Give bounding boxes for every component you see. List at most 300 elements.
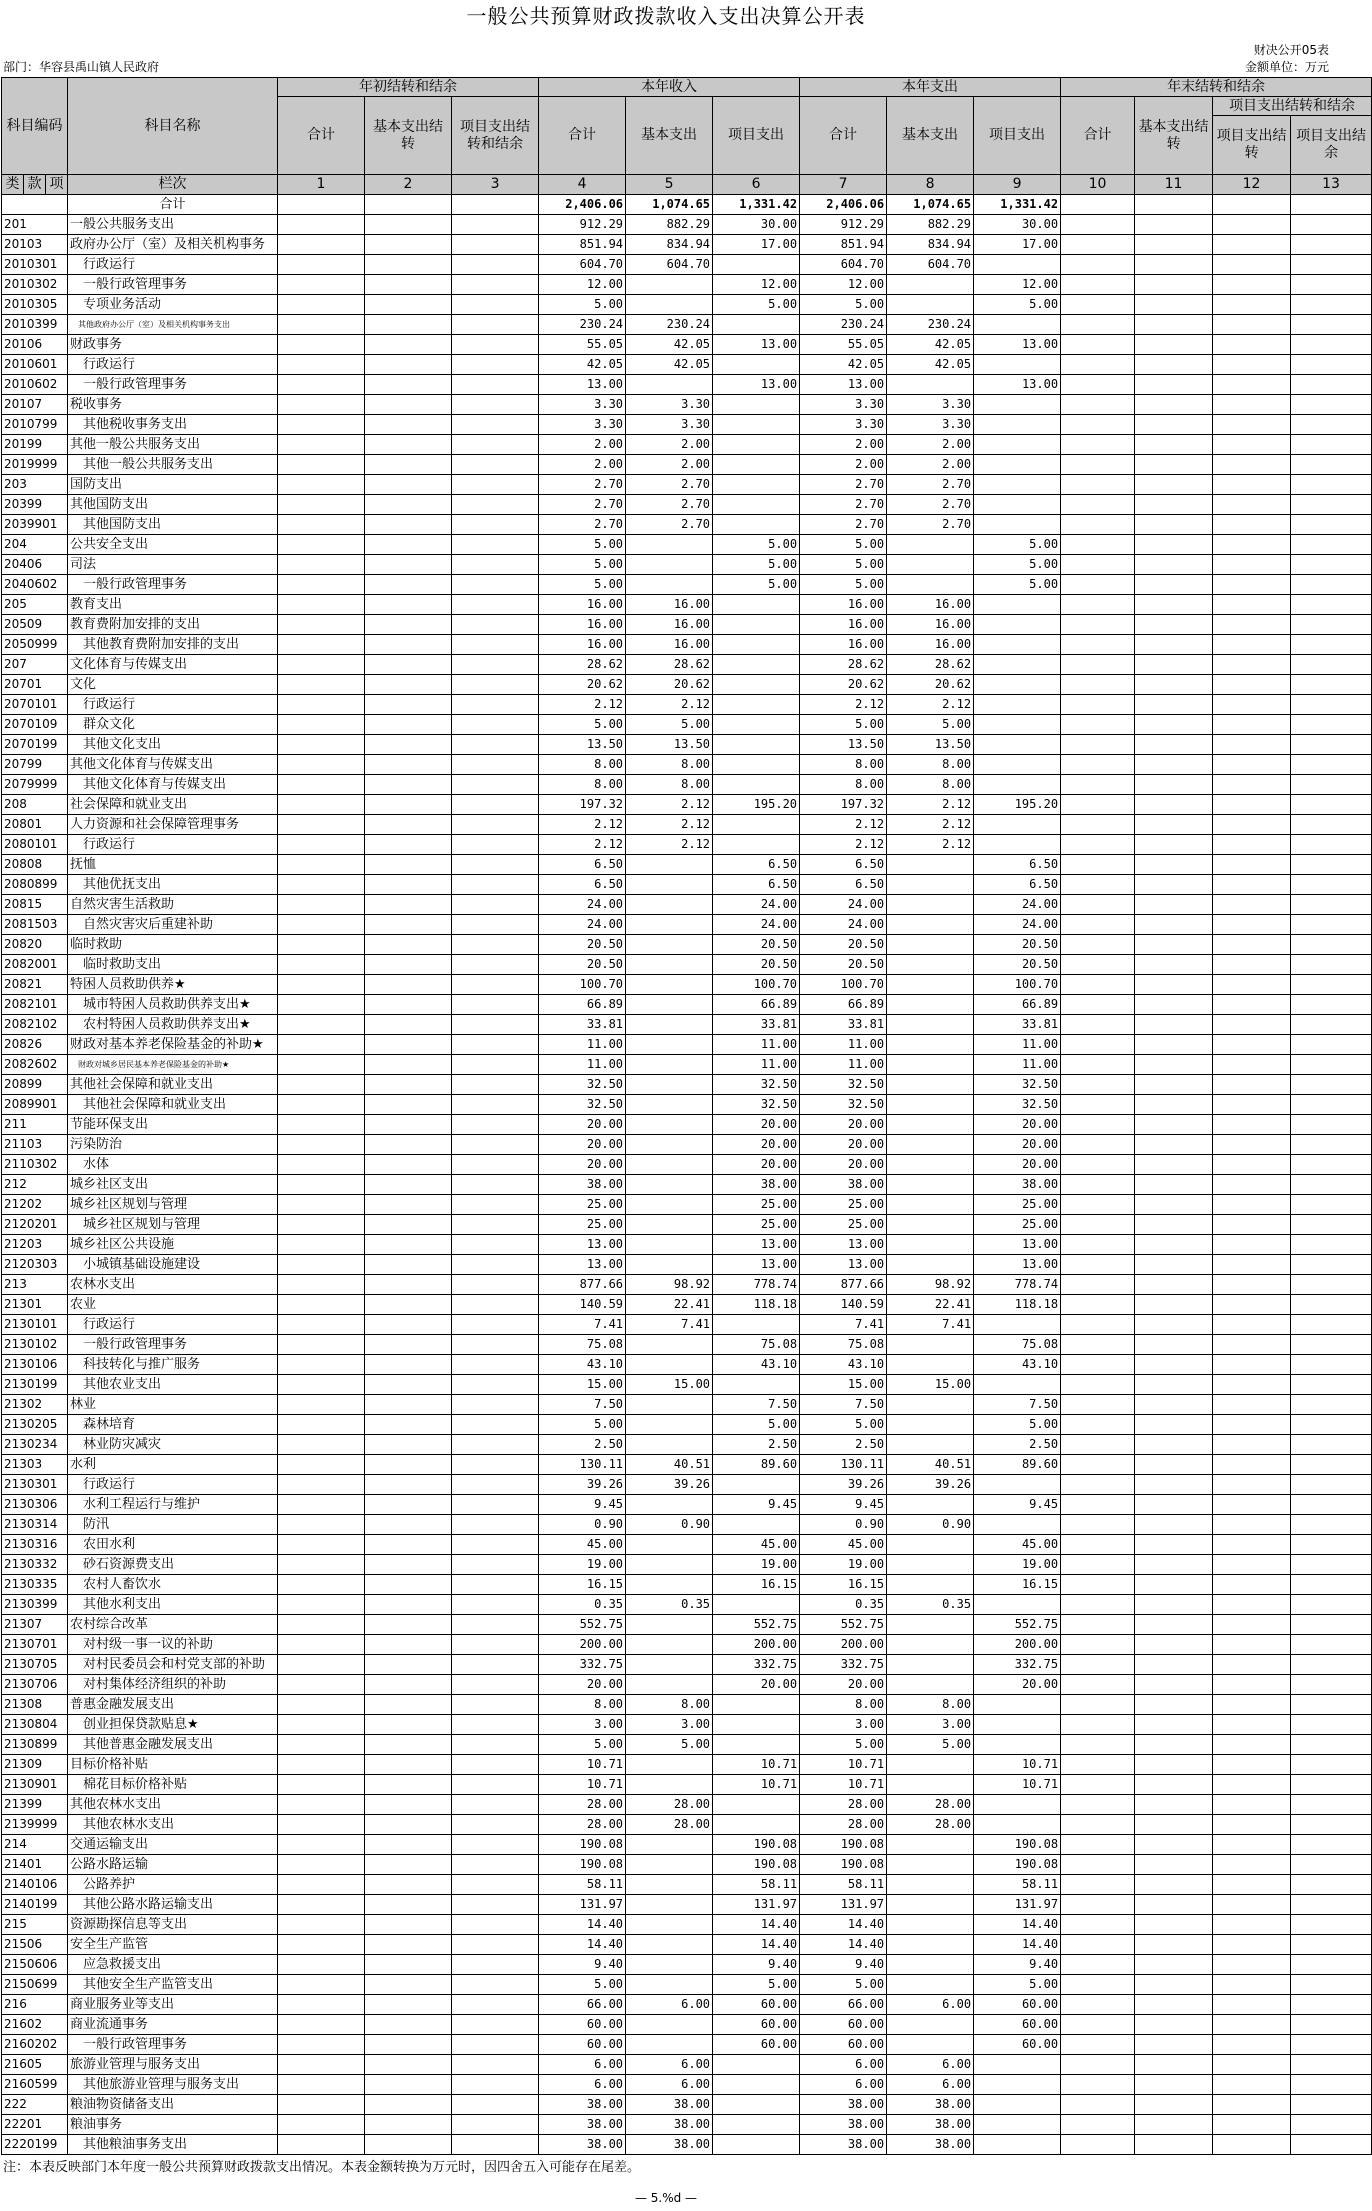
amount-c8 <box>887 895 974 915</box>
amount-c8 <box>887 1155 974 1175</box>
end-balance-cell <box>1061 1055 1135 1075</box>
total-income-total: 2,406.06 <box>539 195 626 215</box>
amount-c4: 3.30 <box>539 415 626 435</box>
amount-c9: 19.00 <box>974 1555 1061 1575</box>
begin-balance-cell <box>452 1695 539 1715</box>
end-balance-cell <box>1291 2055 1372 2075</box>
end-balance-cell <box>1135 1775 1213 1795</box>
amount-c8: 2.12 <box>887 815 974 835</box>
amount-c9 <box>974 1695 1061 1715</box>
subject-code: 2140199 <box>2 1895 68 1915</box>
amount-c5 <box>626 1535 713 1555</box>
amount-c5: 42.05 <box>626 335 713 355</box>
table-row <box>2 1615 1372 1635</box>
table-row <box>2 335 1372 355</box>
begin-balance-cell <box>452 655 539 675</box>
subject-name: 其他一般公共服务支出 <box>68 455 278 475</box>
amount-c8 <box>887 1895 974 1915</box>
end-balance-cell <box>1135 1635 1213 1655</box>
end-balance-cell <box>1213 1775 1291 1795</box>
end-balance-cell <box>1135 415 1213 435</box>
amount-c9 <box>974 715 1061 735</box>
end-balance-cell <box>1135 1135 1213 1155</box>
subject-name: 行政运行 <box>68 1315 278 1335</box>
subject-name: 水体 <box>68 1155 278 1175</box>
end-balance-cell <box>1061 215 1135 235</box>
begin-balance-cell <box>365 915 452 935</box>
begin-balance-cell <box>278 1455 365 1475</box>
subject-code: 20103 <box>2 235 68 255</box>
begin-balance-cell <box>278 2115 365 2135</box>
begin-balance-cell <box>452 395 539 415</box>
amount-c9 <box>974 695 1061 715</box>
subject-code: 2040602 <box>2 575 68 595</box>
subject-code: 215 <box>2 1915 68 1935</box>
end-balance-cell <box>1061 975 1135 995</box>
end-balance-cell <box>1213 1255 1291 1275</box>
subject-code: 2130804 <box>2 1715 68 1735</box>
begin-balance-cell <box>278 1955 365 1975</box>
begin-balance-cell <box>365 1975 452 1995</box>
end-balance-cell <box>1135 455 1213 475</box>
amount-c9: 20.00 <box>974 1115 1061 1135</box>
subject-name: 政府办公厅（室）及相关机构事务 <box>68 235 278 255</box>
begin-balance-cell <box>278 1555 365 1575</box>
subject-code: 20820 <box>2 935 68 955</box>
end-balance-cell <box>1061 835 1135 855</box>
table-row <box>2 735 1372 755</box>
begin-balance-cell <box>278 1855 365 1875</box>
end-balance-cell <box>1213 1395 1291 1415</box>
begin-balance-cell <box>278 1075 365 1095</box>
amount-c5 <box>626 2035 713 2055</box>
end-balance-cell <box>1213 1955 1291 1975</box>
end-balance-cell <box>1061 1595 1135 1615</box>
amount-c5 <box>626 1755 713 1775</box>
amount-c9 <box>974 1815 1061 1835</box>
begin-balance-cell <box>452 1435 539 1455</box>
end-balance-cell <box>1213 1715 1291 1735</box>
amount-c7: 912.29 <box>800 215 887 235</box>
total-expense-project: 1,331.42 <box>974 195 1061 215</box>
begin-balance-cell <box>278 1975 365 1995</box>
amount-c7: 332.75 <box>800 1655 887 1675</box>
subject-name: 安全生产监管 <box>68 1935 278 1955</box>
end-balance-cell <box>1135 1815 1213 1835</box>
amount-c4: 32.50 <box>539 1075 626 1095</box>
amount-c4: 604.70 <box>539 255 626 275</box>
end-balance-cell <box>1291 1215 1372 1235</box>
table-row <box>2 1915 1372 1935</box>
amount-c7: 8.00 <box>800 755 887 775</box>
amount-c6: 25.00 <box>713 1215 800 1235</box>
end-balance-cell <box>1135 1175 1213 1195</box>
subject-name: 其他社会保障和就业支出 <box>68 1095 278 1115</box>
end-balance-cell <box>1061 2135 1135 2155</box>
table-row <box>2 1735 1372 1755</box>
amount-c6 <box>713 2135 800 2155</box>
end-balance-cell <box>1135 1515 1213 1535</box>
amount-c5: 22.41 <box>626 1295 713 1315</box>
amount-c5 <box>626 975 713 995</box>
table-row <box>2 215 1372 235</box>
amount-c5 <box>626 1875 713 1895</box>
amount-c4: 2.50 <box>539 1435 626 1455</box>
amount-c6: 58.11 <box>713 1875 800 1895</box>
amount-c8 <box>887 1635 974 1655</box>
end-balance-cell <box>1213 2055 1291 2075</box>
amount-c7: 38.00 <box>800 2115 887 2135</box>
amount-c7: 25.00 <box>800 1215 887 1235</box>
end-balance-cell <box>1213 675 1291 695</box>
begin-balance-cell <box>365 1355 452 1375</box>
end-balance-cell <box>1061 775 1135 795</box>
begin-balance-cell <box>278 1695 365 1715</box>
begin-balance-cell <box>278 2035 365 2055</box>
expense-project-header: 项目支出 <box>974 97 1061 175</box>
end-balance-cell <box>1213 1435 1291 1455</box>
end-balance-cell <box>1213 1275 1291 1295</box>
amount-c7: 24.00 <box>800 915 887 935</box>
begin-balance-cell <box>452 1595 539 1615</box>
begin-balance-cell <box>365 655 452 675</box>
begin-balance-cell <box>452 1895 539 1915</box>
amount-c8 <box>887 1415 974 1435</box>
subject-name: 其他农业支出 <box>68 1375 278 1395</box>
subject-name: 小城镇基础设施建设 <box>68 1255 278 1275</box>
amount-c8 <box>887 1495 974 1515</box>
amount-c6: 11.00 <box>713 1055 800 1075</box>
begin-balance-cell <box>278 355 365 375</box>
begin-balance-cell <box>365 595 452 615</box>
amount-c4: 190.08 <box>539 1855 626 1875</box>
amount-c4: 60.00 <box>539 2015 626 2035</box>
amount-c9: 14.40 <box>974 1915 1061 1935</box>
end-balance-cell <box>1135 555 1213 575</box>
begin-balance-cell <box>278 1175 365 1195</box>
subject-name: 城乡社区支出 <box>68 1175 278 1195</box>
amount-c8: 98.92 <box>887 1275 974 1295</box>
begin-balance-cell <box>452 415 539 435</box>
end-balance-cell <box>1135 675 1213 695</box>
begin-balance-cell <box>452 435 539 455</box>
amount-c6: 195.20 <box>713 795 800 815</box>
end-balance-cell <box>1291 1695 1372 1715</box>
end-balance-cell <box>1291 1895 1372 1915</box>
amount-c9: 33.81 <box>974 1015 1061 1035</box>
subject-name: 创业担保贷款贴息★ <box>68 1715 278 1735</box>
begin-balance-cell <box>278 315 365 335</box>
subject-code: 2150699 <box>2 1975 68 1995</box>
begin-balance-cell <box>452 555 539 575</box>
amount-c9 <box>974 1315 1061 1335</box>
end-balance-cell <box>1291 1555 1372 1575</box>
end-balance-cell <box>1213 635 1291 655</box>
amount-c4: 8.00 <box>539 755 626 775</box>
amount-c8 <box>887 1975 974 1995</box>
amount-c6: 45.00 <box>713 1535 800 1555</box>
amount-c5: 20.62 <box>626 675 713 695</box>
amount-c5 <box>626 895 713 915</box>
amount-c5: 8.00 <box>626 1695 713 1715</box>
amount-c7: 2.70 <box>800 515 887 535</box>
amount-c8: 38.00 <box>887 2135 974 2155</box>
begin-balance-cell <box>278 1015 365 1035</box>
begin-balance-cell <box>452 1555 539 1575</box>
end-balance-cell <box>1135 215 1213 235</box>
end-balance-cell <box>1213 775 1291 795</box>
amount-c4: 5.00 <box>539 715 626 735</box>
begin-balance-cell <box>278 1495 365 1515</box>
amount-c9: 20.00 <box>974 1675 1061 1695</box>
subject-code: 2010399 <box>2 315 68 335</box>
begin-balance-cell <box>452 775 539 795</box>
table-row <box>2 1575 1372 1595</box>
begin-balance-cell <box>452 975 539 995</box>
amount-c7: 15.00 <box>800 1375 887 1395</box>
end-balance-cell <box>1291 655 1372 675</box>
amount-c7: 12.00 <box>800 275 887 295</box>
amount-c8 <box>887 2035 974 2055</box>
end-balance-cell <box>1291 1755 1372 1775</box>
amount-c6: 13.00 <box>713 1235 800 1255</box>
end-balance-cell <box>1061 2015 1135 2035</box>
amount-c4: 5.00 <box>539 1415 626 1435</box>
end-balance-cell <box>1213 335 1291 355</box>
amount-c6 <box>713 1375 800 1395</box>
amount-c7: 55.05 <box>800 335 887 355</box>
col-num-2: 2 <box>365 175 452 195</box>
table-row <box>2 415 1372 435</box>
amount-c4: 66.00 <box>539 1995 626 2015</box>
begin-balance-cell <box>452 1755 539 1775</box>
begin-balance-cell <box>278 1595 365 1615</box>
begin-balance-cell <box>278 775 365 795</box>
amount-c9 <box>974 655 1061 675</box>
end-balance-cell <box>1213 735 1291 755</box>
amount-c8 <box>887 875 974 895</box>
end-balance-cell <box>1291 1855 1372 1875</box>
end-balance-cell <box>1135 1715 1213 1735</box>
end-balance-cell <box>1061 335 1135 355</box>
amount-c6: 20.00 <box>713 1675 800 1695</box>
amount-c8 <box>887 1075 974 1095</box>
table-row <box>2 2035 1372 2055</box>
end-balance-cell <box>1061 955 1135 975</box>
amount-c5 <box>626 1495 713 1515</box>
end-balance-cell <box>1061 755 1135 775</box>
amount-c7: 6.00 <box>800 2055 887 2075</box>
amount-c4: 42.05 <box>539 355 626 375</box>
amount-c7: 0.35 <box>800 1595 887 1615</box>
end-balance-cell <box>1291 455 1372 475</box>
amount-c9: 5.00 <box>974 555 1061 575</box>
amount-c9: 552.75 <box>974 1615 1061 1635</box>
end-balance-cell <box>1291 1935 1372 1955</box>
end-balance-cell <box>1061 1275 1135 1295</box>
amount-c8: 22.41 <box>887 1295 974 1315</box>
end-balance-cell <box>1213 1935 1291 1955</box>
end-balance-cell <box>1061 415 1135 435</box>
amount-c7: 28.00 <box>800 1815 887 1835</box>
amount-c9 <box>974 775 1061 795</box>
amount-c6 <box>713 695 800 715</box>
end-balance-cell <box>1061 1175 1135 1195</box>
amount-c6: 13.00 <box>713 335 800 355</box>
amount-c6 <box>713 475 800 495</box>
end-balance-cell <box>1135 1215 1213 1235</box>
amount-c4: 38.00 <box>539 1175 626 1195</box>
amount-c4: 75.08 <box>539 1335 626 1355</box>
end-balance-cell <box>1135 535 1213 555</box>
begin-balance-cell <box>452 575 539 595</box>
begin-balance-cell <box>278 415 365 435</box>
begin-balance-cell <box>452 1915 539 1935</box>
amount-c6 <box>713 355 800 375</box>
amount-c7: 39.26 <box>800 1475 887 1495</box>
subject-name: 应急救援支出 <box>68 1955 278 1975</box>
amount-c7: 5.00 <box>800 1415 887 1435</box>
subject-code: 2220199 <box>2 2135 68 2155</box>
subject-code: 2130314 <box>2 1515 68 1535</box>
end-balance-cell <box>1213 655 1291 675</box>
subject-name: 城市特困人员救助供养支出★ <box>68 995 278 1015</box>
amount-c8 <box>887 1935 974 1955</box>
amount-c8 <box>887 915 974 935</box>
end-balance-cell <box>1213 1375 1291 1395</box>
amount-c7: 8.00 <box>800 775 887 795</box>
subject-code: 2019999 <box>2 455 68 475</box>
end-balance-cell <box>1135 1795 1213 1815</box>
subject-name: 教育支出 <box>68 595 278 615</box>
end-balance-cell <box>1061 1255 1135 1275</box>
amount-c4: 33.81 <box>539 1015 626 1035</box>
subject-name: 其他国防支出 <box>68 495 278 515</box>
table-row <box>2 1215 1372 1235</box>
begin-balance-cell <box>278 655 365 675</box>
subject-name: 水利 <box>68 1455 278 1475</box>
end-balance-cell <box>1061 575 1135 595</box>
end-balance-cell <box>1291 235 1372 255</box>
begin-balance-cell <box>278 1255 365 1275</box>
begin-balance-cell <box>278 815 365 835</box>
amount-c8: 7.41 <box>887 1315 974 1335</box>
end-balance-cell <box>1291 1675 1372 1695</box>
amount-c5: 5.00 <box>626 715 713 735</box>
begin-balance-cell <box>452 375 539 395</box>
table-row <box>2 795 1372 815</box>
amount-c8: 2.00 <box>887 435 974 455</box>
begin-balance-cell <box>365 1455 452 1475</box>
begin-balance-cell <box>365 1775 452 1795</box>
end-balance-cell <box>1061 1495 1135 1515</box>
subject-name: 司法 <box>68 555 278 575</box>
amount-c7: 20.00 <box>800 1155 887 1175</box>
end-balance-cell <box>1135 1435 1213 1455</box>
amount-c8 <box>887 1675 974 1695</box>
subject-name: 人力资源和社会保障管理事务 <box>68 815 278 835</box>
amount-c6 <box>713 435 800 455</box>
begin-balance-cell <box>365 275 452 295</box>
begin-balance-cell <box>365 1175 452 1195</box>
amount-c7: 32.50 <box>800 1075 887 1095</box>
end-balance-cell <box>1213 435 1291 455</box>
end-balance-cell <box>1135 775 1213 795</box>
end-balance-cell <box>1135 1015 1213 1035</box>
end-balance-cell <box>1061 475 1135 495</box>
income-project-header: 项目支出 <box>713 97 800 175</box>
begin-balance-cell <box>452 475 539 495</box>
begin-balance-cell <box>278 735 365 755</box>
begin-balance-cell <box>365 1835 452 1855</box>
end-balance-cell <box>1061 2075 1135 2095</box>
subject-name: 其他文化体育与传媒支出 <box>68 775 278 795</box>
amount-c5: 2.12 <box>626 795 713 815</box>
table-row <box>2 655 1372 675</box>
subject-name: 行政运行 <box>68 695 278 715</box>
begin-balance-cell <box>278 795 365 815</box>
amount-c6: 5.00 <box>713 575 800 595</box>
end-balance-cell <box>1291 495 1372 515</box>
amount-c9: 11.00 <box>974 1055 1061 1075</box>
amount-c8 <box>887 1775 974 1795</box>
subject-name: 教育费附加安排的支出 <box>68 615 278 635</box>
table-row <box>2 1555 1372 1575</box>
amount-c4: 9.45 <box>539 1495 626 1515</box>
amount-c8: 38.00 <box>887 2095 974 2115</box>
end-balance-cell <box>1291 1075 1372 1095</box>
begin-balance-cell <box>278 455 365 475</box>
begin-balance-cell <box>365 2095 452 2115</box>
end-balance-cell <box>1213 1835 1291 1855</box>
subject-code: 2130102 <box>2 1335 68 1355</box>
begin-balance-cell <box>452 255 539 275</box>
subject-name: 农业 <box>68 1295 278 1315</box>
subject-name: 商业服务业等支出 <box>68 1995 278 2015</box>
subject-code: 20199 <box>2 435 68 455</box>
amount-c7: 2.70 <box>800 495 887 515</box>
table-row <box>2 1655 1372 1675</box>
table-row <box>2 1975 1372 1995</box>
amount-c8 <box>887 555 974 575</box>
amount-c9 <box>974 435 1061 455</box>
begin-balance-cell <box>365 355 452 375</box>
subject-name: 公路水路运输 <box>68 1855 278 1875</box>
end-balance-cell <box>1061 1155 1135 1175</box>
subject-code: 2130335 <box>2 1575 68 1595</box>
table-row <box>2 1295 1372 1315</box>
amount-c8 <box>887 575 974 595</box>
amount-c6: 75.08 <box>713 1335 800 1355</box>
table-row <box>2 1435 1372 1455</box>
end-balance-cell <box>1135 1675 1213 1695</box>
begin-balance-cell <box>365 1595 452 1615</box>
end-balance-cell <box>1213 1535 1291 1555</box>
amount-c7: 38.00 <box>800 2095 887 2115</box>
begin-balance-cell <box>452 495 539 515</box>
amount-c5: 604.70 <box>626 255 713 275</box>
begin-balance-cell <box>452 1735 539 1755</box>
table-row <box>2 1795 1372 1815</box>
amount-c9: 60.00 <box>974 2035 1061 2055</box>
table-row <box>2 675 1372 695</box>
subject-name: 棉花目标价格补贴 <box>68 1775 278 1795</box>
amount-c7: 230.24 <box>800 315 887 335</box>
amount-c7: 66.89 <box>800 995 887 1015</box>
amount-c9: 24.00 <box>974 915 1061 935</box>
amount-c6 <box>713 1595 800 1615</box>
amount-c9: 2.50 <box>974 1435 1061 1455</box>
